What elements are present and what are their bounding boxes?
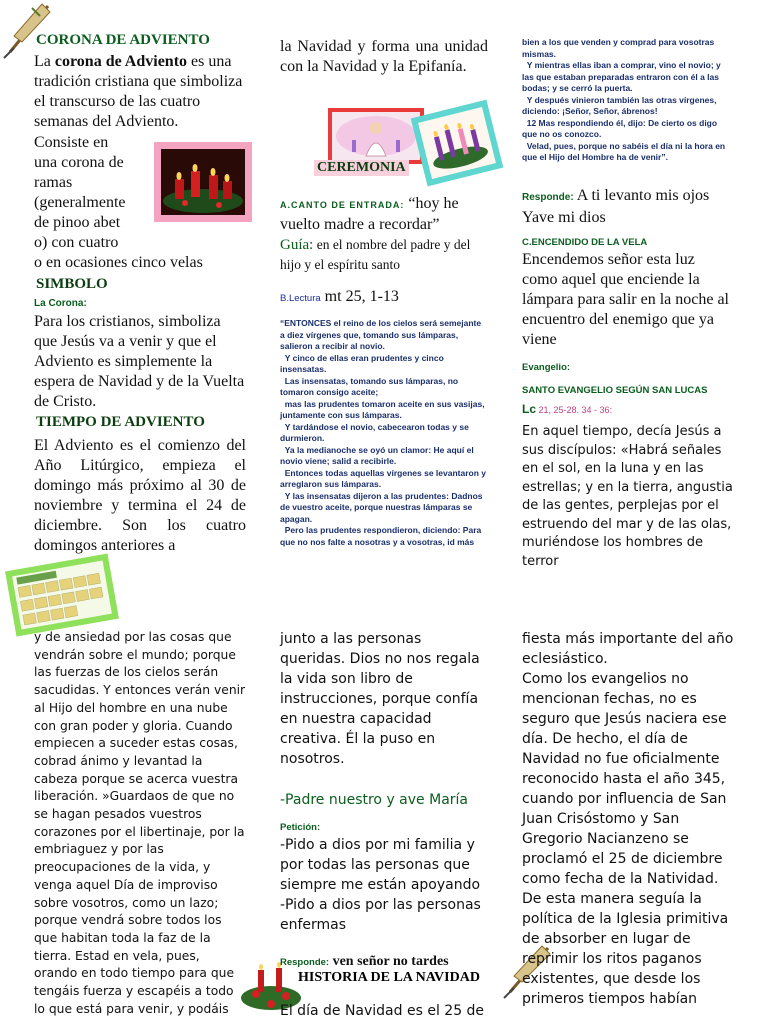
historia-title: HISTORIA DE LA NAVIDAD	[298, 970, 480, 985]
ceremony-photo	[328, 108, 424, 164]
navidad-intro: la Navidad y forma una unidad con la Navidad y la Epifanía.	[280, 38, 488, 75]
lectura-body: “ENTONCES el reino de los cielos será semejante a diez vírgenes que, tomando sus lámparas, salieron a recibir al novio. Y cinco de ellas eran prudentes y cinco insensatas. Las insensatas, tomando sus lámparas, no tomaron consigo aceite; mas las prudentes tomaron aceite en sus vasijas, juntamente con sus lámparas. Y tardándose el novio, cabecearon todas y se durmieron. Ya la medianoche se oyó un clamor: He aquí el novio viene; salid a recibirle. Entonces todas aquellas vírgenes se levantaron y arreglaron sus lámparas. Y las insensatas dijeron a las prudentes: Dadnos de vuestro aceite, porque nuestras lámparas se apagan. Pero las prudentes respondieron, diciendo: Para que no nos falte a nosotras y a vosotras, id más	[280, 318, 486, 547]
guia-block: Guía: en el nombre del padre y del hijo y el espíritu santo	[280, 237, 471, 272]
lectura-continuation: bien a los que venden y comprad para vosotras mismas. Y mientras ellas iban a comprar, vino el novio; y las que estaban preparadas entraron con él a las bodas; y se cerró la puerta. Y después vinieron también las otras vírgenes, diciendo: ¡Señor, Señor, ábrenos! 12 Mas respondiendo él, dijo: De cierto os digo que no os conozco. Velad, pues, porque no sabéis el día ni la hora en que el Hijo del Hombre ha de venir”.	[522, 37, 726, 162]
padre-nuestro: -Padre nuestro y ave María	[280, 792, 468, 808]
corona-label: La Corona:	[34, 298, 87, 309]
section-title-corona: CORONA DE ADVIENTO	[36, 32, 210, 48]
corona-intro: La corona de Adviento es una tradición cristiana que simboliza el transcurso de las cuatro semanas del Adviento.	[34, 53, 243, 130]
navidad-history-text: fiesta más importante del año eclesiástico. Como los evangelios no mencionan fechas, no es seguro que Jesús naciera ese día. De hecho, el día de Navidad no fue oficialmente reconocido hasta el año 345, cuando por influencia de San Juan Crisóstomo y San Gregorio Nacianzeno se proclamó el 25 de diciembre como fecha de la Natividad. De esta manera seguía la política de la Iglesia primitiva de absorber en lugar de reprimir los ritos paganos existentes, que desde los primeros tiempos habían	[522, 631, 734, 1007]
ceremonia-title: CEREMONIA	[314, 160, 409, 176]
evangelio-label: Evangelio:	[522, 362, 571, 373]
section-title-simbolo: SIMBOLO	[36, 276, 108, 292]
evangelio-continuation: y de ansiedad por las cosas que vendrán sobre el mundo; porque las fuerzas de los cielos serán sacudidas. Y entonces verán venir al Hijo del hombre en una nube con gran poder y gloria. Cuando empiecen a suceder estas cosas, cobrad ánimo y levantad la cabeza porque se acerca vuestra liberación. »Guardaos de que no se hagan pesados vuestros corazones por el libertinaje, por la embriaguez y por las preocupaciones de la vida, y venga aquel Día de improviso sobre vosotros, como un lazo; porque vendrá sobre todos los que habitan toda la faz de la tierra. Estad en vela, pues, orando en todo tiempo para que tengáis fuerza y escapéis a todo lo que está para venir, y podáis	[34, 630, 246, 1016]
tiempo-text: El Adviento es el comienzo del Año Litúrgico, empieza el domingo más próximo al 30 de noviembre y termina el 24 de diciembre. Son los cuatro domingos anteriores a	[34, 437, 246, 554]
lectura-heading: B.Lectura mt 25, 1-13	[280, 288, 399, 305]
encendido-title: C.ENCENDIDO DE LA VELA	[522, 237, 648, 248]
peticion-text: -Pido a dios por mi familia y por todas las personas que siempre me están apoyando -Pido a dios por las personas enfermas	[280, 837, 481, 933]
responde-bottom: Responde: ven señor no tardes	[280, 954, 449, 969]
advent-wreath-photo	[411, 100, 504, 187]
encendido-text: Encendemos señor esta luz como aquel que enciende la lámpara para salir en la noche al encuentro del enemigo que ya viene	[522, 251, 729, 348]
corona-consist: Consiste en una corona de ramas (generalmente de pinoo abet o) con cuatro	[34, 134, 126, 251]
section-title-tiempo: TIEMPO DE ADVIENTO	[36, 414, 205, 430]
canto-block: A.CANTO DE ENTRADA: “hoy he vuelto madre a recordar”	[280, 195, 459, 233]
evangelio-title: SANTO EVANGELIO SEGÚN SAN LUCAS	[522, 385, 708, 396]
peticion-label: Petición:	[280, 822, 321, 833]
evangelio-text: En aquel tiempo, decía Jesús a sus discípulos: «Habrá señales en el sol, en la luna y en las estrellas; y en la tierra, angustia de las gentes, perplejas por el estruendo del mar y de las olas, muriéndose los hombres de terror	[522, 424, 733, 569]
candles-photo	[154, 142, 252, 222]
corona-consist-last: o en ocasiones cinco velas	[34, 254, 203, 271]
calendar-photo	[5, 553, 119, 636]
responde-block: Responde: A ti levanto mis ojos Yave mi dios	[522, 187, 710, 226]
vida-text: junto a las personas queridas. Dios no nos regala la vida son libro de instrucciones, porque confía en nuestra capacidad creativa. Él la puso en nosotros.	[280, 631, 480, 767]
evangelio-ref: Lc 21, 25-28. 34 - 36:	[522, 402, 613, 416]
historia-first-line: El día de Navidad es el 25 de	[280, 1003, 485, 1019]
corona-symbol-text: Para los cristianos, simboliza que Jesús va a venir y que el Adviento es simplemente la espera de Navidad y de la Vuelta de Cristo.	[34, 313, 245, 410]
